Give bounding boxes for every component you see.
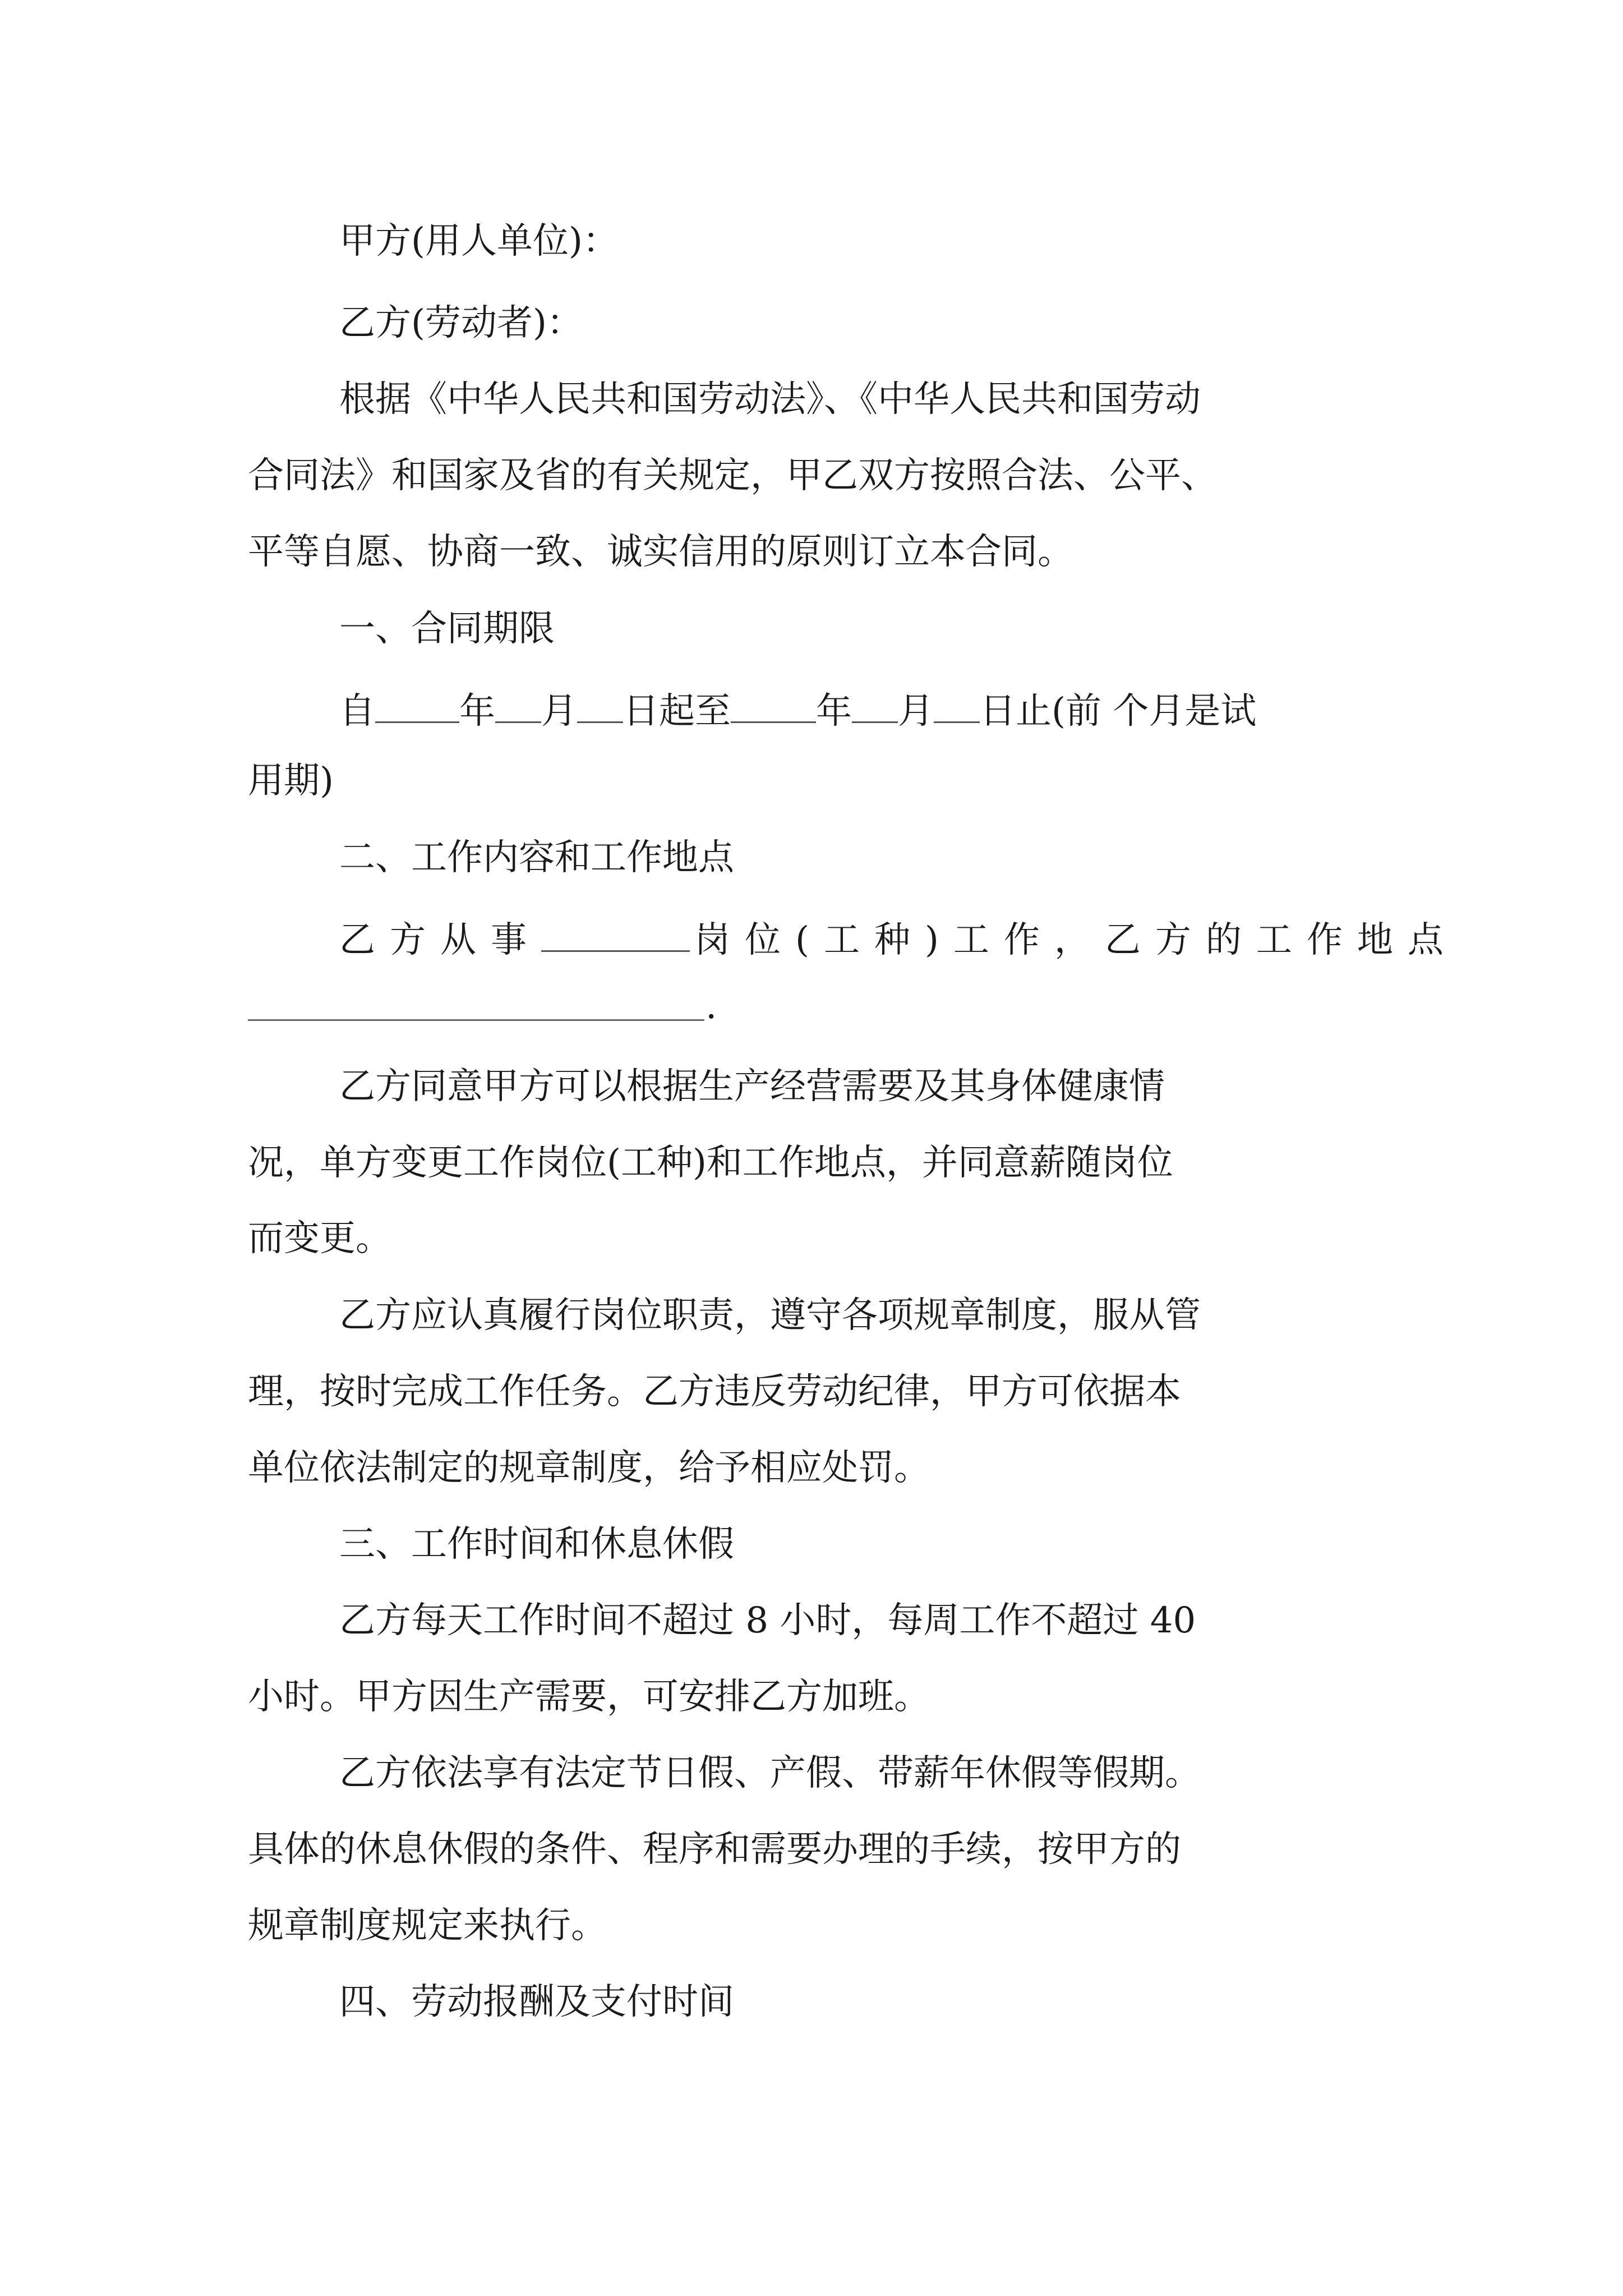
- term-period-line: [339, 687, 1257, 732]
- hours-line-2: 小时。甲方因生产需要，可安排乙方加班。: [248, 1676, 930, 1718]
- preamble-line-1: 根据《中华人民共和国劳动法》、《中华人民共和国劳动: [339, 379, 1201, 420]
- term-period-line-2: 用期): [248, 760, 334, 802]
- job-position-line: [339, 916, 1458, 961]
- hours-line-1: 乙方每天工作时间不超过 8 小时，每周工作不超过 40: [339, 1600, 1196, 1641]
- preamble-line-2: 合同法》和国家及省的有关规定，甲乙双方按照合法、公平、: [248, 455, 1217, 496]
- start-year-blank: [375, 687, 459, 723]
- start-month-blank: [495, 687, 541, 723]
- job-change-line-3: 而变更。: [248, 1218, 391, 1259]
- section-1-heading: 一、合同期限: [339, 608, 555, 650]
- job-change-line-1: 乙方同意甲方可以根据生产经营需要及其身体健康情: [339, 1066, 1165, 1107]
- section-2-heading: 二、工作内容和工作地点: [339, 837, 734, 878]
- term-text-probation: 日止(前 个月是试: [980, 690, 1257, 732]
- party-a-line: 甲方(用人单位)：: [339, 220, 619, 262]
- party-b-line: 乙方(劳动者)：: [339, 302, 583, 344]
- work-location-blank: [248, 1019, 704, 1021]
- leave-line-1: 乙方依法享有法定节日假、产假、带薪年休假等假期。: [339, 1752, 1201, 1794]
- job-text-rest: 岗位(工种)工作，乙方的工作地点: [694, 919, 1458, 961]
- start-day-blank: [577, 687, 623, 723]
- job-position-blank: [541, 916, 690, 952]
- end-day-blank: [934, 687, 980, 723]
- job-change-line-2: 况，单方变更工作岗位(工种)和工作地点，并同意薪随岗位: [248, 1142, 1173, 1184]
- term-text-from: 自: [339, 690, 375, 732]
- end-year-blank: [731, 687, 816, 723]
- term-text-to: 日起至: [623, 690, 731, 732]
- term-text-month-2: 月: [898, 690, 934, 732]
- section-4-heading: 四、劳动报酬及支付时间: [339, 1981, 734, 2023]
- term-text-month-1: 月: [541, 690, 577, 732]
- term-text-year-2: 年: [816, 690, 852, 732]
- duties-line-2: 理，按时完成工作任务。乙方违反劳动纪律，甲方可依据本: [248, 1371, 1181, 1412]
- leave-line-3: 规章制度规定来执行。: [248, 1905, 607, 1947]
- work-location-period: .: [706, 986, 717, 1027]
- duties-line-3: 单位依法制定的规章制度，给予相应处罚。: [248, 1447, 930, 1489]
- job-text-engage: 乙方从事: [339, 919, 541, 961]
- preamble-line-3: 平等自愿、协商一致、诚实信用的原则订立本合同。: [248, 531, 1073, 573]
- term-text-year-1: 年: [459, 690, 495, 732]
- section-3-heading: 三、工作时间和休息休假: [339, 1524, 734, 1565]
- end-month-blank: [852, 687, 898, 723]
- leave-line-2: 具体的休息休假的条件、程序和需要办理的手续，按甲方的: [248, 1829, 1181, 1870]
- duties-line-1: 乙方应认真履行岗位职责，遵守各项规章制度，服从管: [339, 1295, 1201, 1336]
